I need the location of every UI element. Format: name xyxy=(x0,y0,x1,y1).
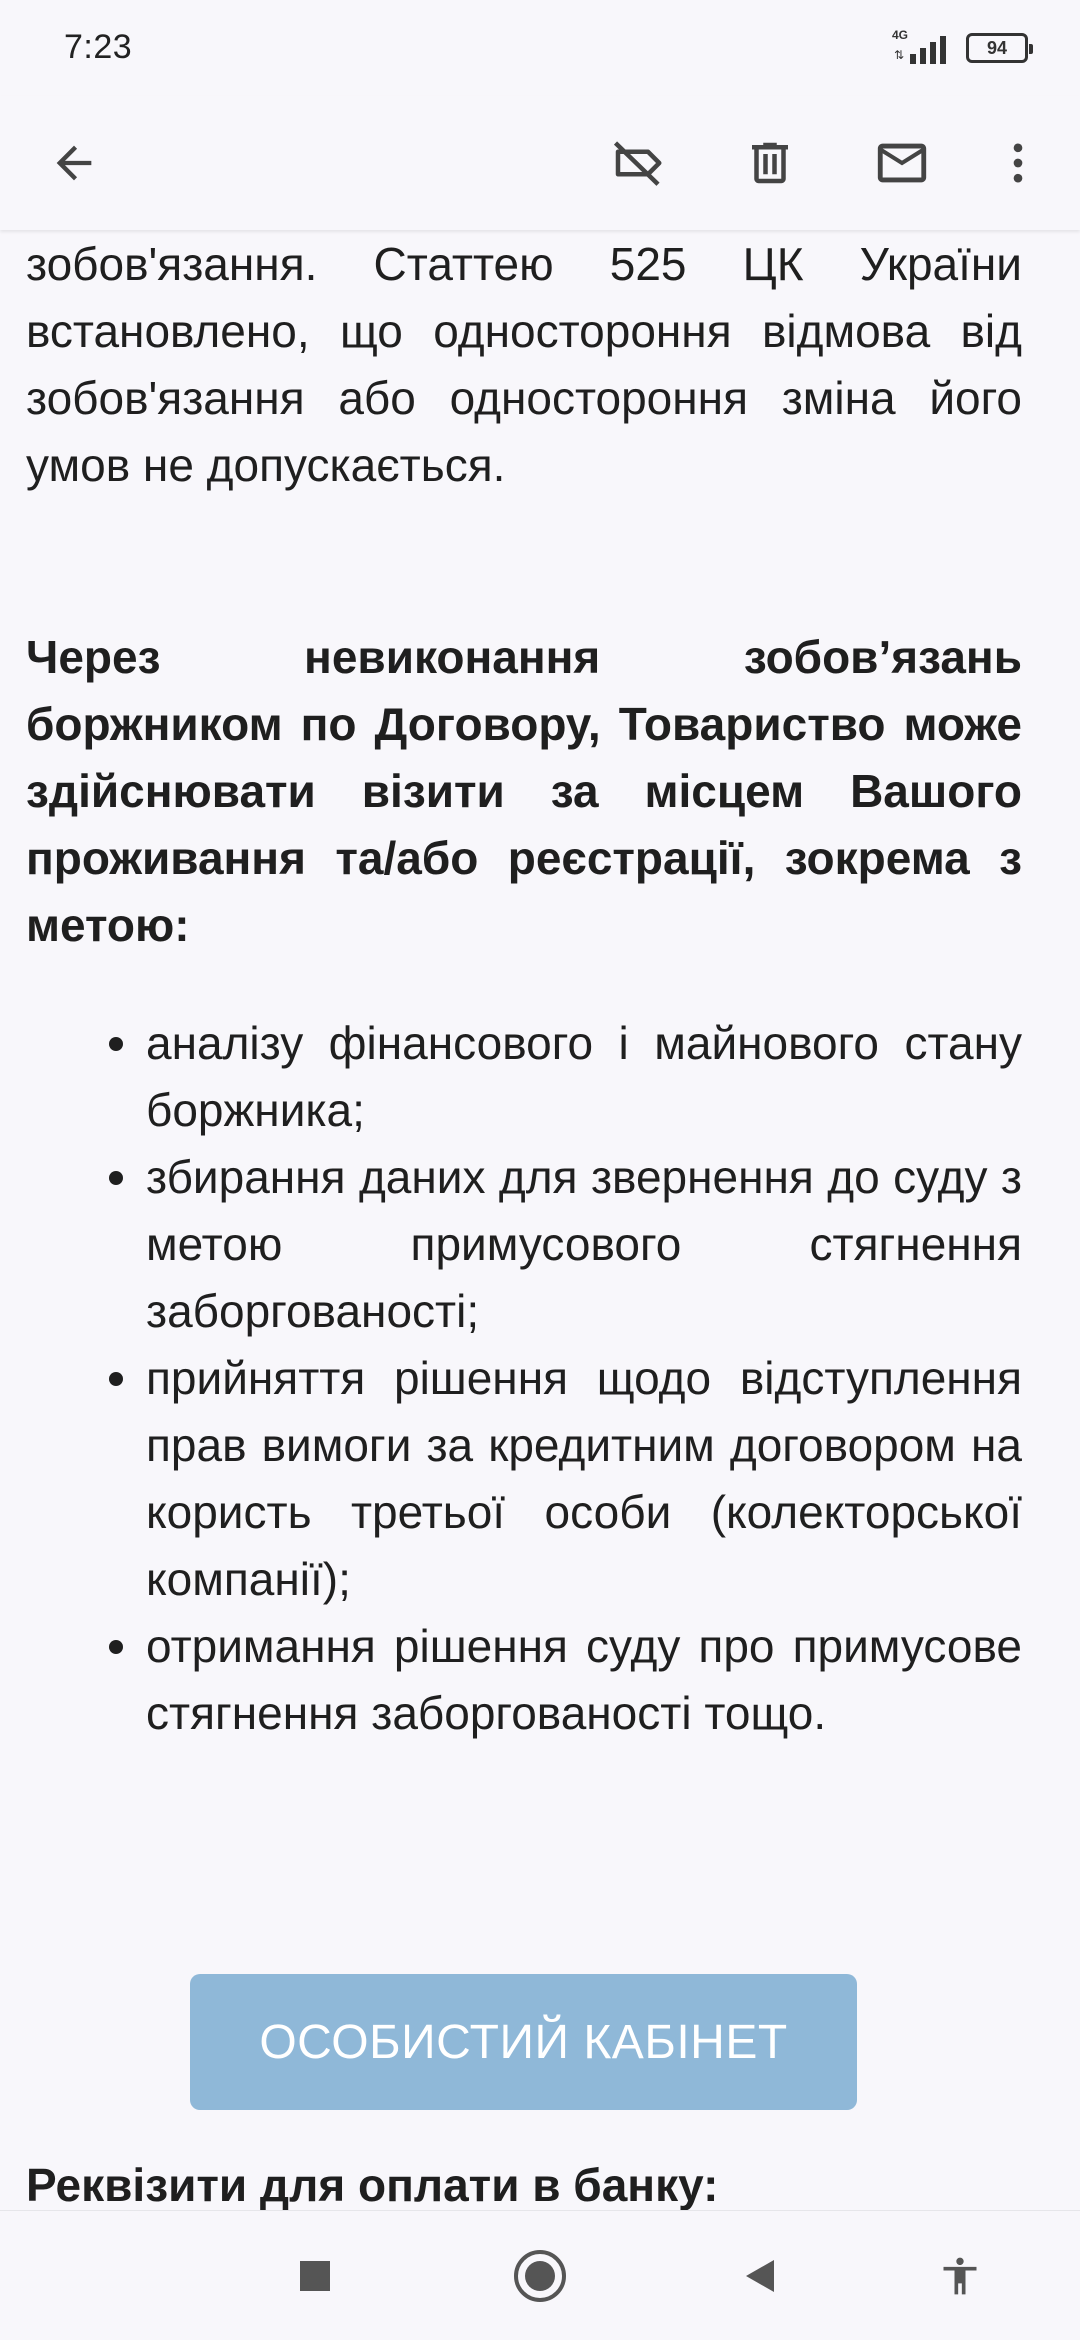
bullet-icon xyxy=(109,1171,123,1185)
email-toolbar xyxy=(0,96,1080,230)
label-off-button[interactable] xyxy=(598,123,678,203)
bullet-icon xyxy=(109,1037,123,1051)
recents-square-icon xyxy=(298,2259,332,2293)
accessibility-button[interactable] xyxy=(925,2241,995,2311)
signal-icon xyxy=(892,30,952,66)
status-bar xyxy=(0,0,1080,96)
status-indicators xyxy=(892,30,1028,66)
list-item-text: аналізу фінансового і майнового стану боржника; xyxy=(146,1017,1022,1136)
purpose-list xyxy=(26,1010,1022,1747)
more-options-button[interactable] xyxy=(978,123,1058,203)
delete-button[interactable] xyxy=(730,123,810,203)
mark-unread-button[interactable] xyxy=(862,123,942,203)
mail-icon xyxy=(873,134,931,192)
list-item xyxy=(26,1345,1022,1613)
list-item xyxy=(26,1144,1022,1345)
home-button[interactable] xyxy=(505,2241,575,2311)
paragraph-visits: Через невиконання зобов’язань боржником по Договору, Товариство може здійснювати візити за місцем Вашого проживання та/або реєстрації, зокрема з метою: xyxy=(26,631,1022,951)
list-item-text: прийняття рішення щодо відступлення прав вимоги за кредитним договором на користь третьої особи (колекторської компанії); xyxy=(146,1352,1022,1605)
label-off-icon xyxy=(608,133,668,193)
back-triangle-icon xyxy=(740,2256,780,2296)
trash-icon xyxy=(743,136,797,190)
home-circle-icon xyxy=(512,2248,568,2304)
data-arrows-icon: ⇅ xyxy=(894,48,905,62)
list-item xyxy=(26,1613,1022,1747)
network-type: 4G xyxy=(892,28,909,42)
personal-cabinet-button[interactable]: ОСОБИСТИЙ КАБІНЕТ xyxy=(190,1974,857,2110)
list-item-text: збирання даних для звернення до суду з метою примусового стягнення заборгованості; xyxy=(146,1151,1022,1337)
bullet-icon xyxy=(109,1372,123,1386)
accessibility-icon xyxy=(938,2254,982,2298)
list-item xyxy=(26,1010,1022,1144)
back-nav-button[interactable] xyxy=(725,2241,795,2311)
back-button[interactable] xyxy=(34,123,114,203)
status-time: 7:23 xyxy=(64,28,133,66)
paragraph-obligation: зобов'язання. Статтею 525 ЦК України встановлено, що одностороння відмова від зобов'язання або одностороння зміна його умов не допускається. xyxy=(26,238,1022,491)
email-body xyxy=(0,190,1080,2210)
more-vert-icon xyxy=(992,137,1044,189)
arrow-left-icon xyxy=(48,137,100,189)
list-item-text: отримання рішення суду про примусове стягнення заборгованості тощо. xyxy=(146,1620,1022,1739)
battery-icon xyxy=(966,33,1028,63)
bank-details-heading: Реквізити для оплати в банку: xyxy=(26,2159,719,2210)
system-nav-bar xyxy=(0,2210,1080,2340)
recents-button[interactable] xyxy=(280,2241,350,2311)
battery-level: 94 xyxy=(986,37,1008,58)
bullet-icon xyxy=(109,1640,123,1654)
